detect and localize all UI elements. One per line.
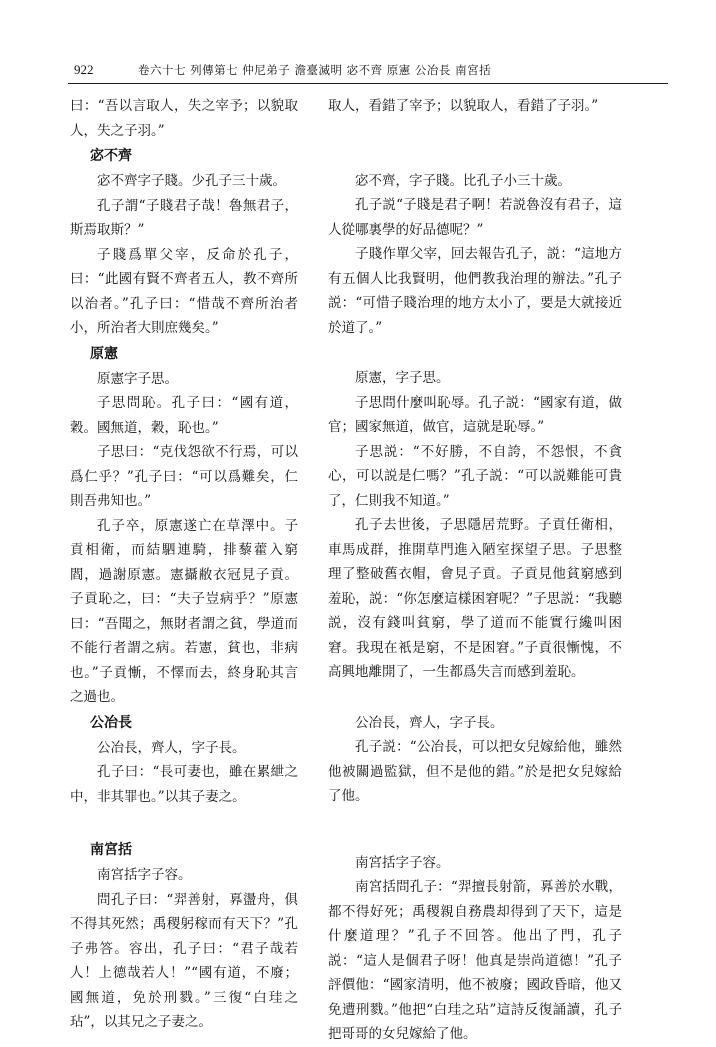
paragraph: 原憲字子思。 [97, 370, 178, 387]
paragraph: 曰：“吾以言取人，失之宰予；以貌取人，失之子羽。” [70, 98, 298, 139]
paragraph: 子思曰：“克伐怨欲不行焉，可以爲仁乎？”孔子曰：“可以爲難矣，仁則吾弗知也。” [70, 444, 298, 509]
paragraph: 孔子説“子賤是君子啊！若説魯沒有君子，這人從哪裏學的好品德呢？” [328, 197, 622, 238]
page-number: 922 [74, 62, 94, 77]
paragraph: 南宮括問孔子：“羿擅長射箭，奡善於水戰，都不得好死；禹稷親自務農却得到了天下，這是什麼道理？”孔子不回答。他出了門，孔子説：“這人是個君子呀！他真是崇尚道德！”孔子評價他：“國家清明，他不被廢；國政昏暗，他又免遭刑戮。”他把“白珪之玷”這詩反復誦讀，孔子把哥哥的女兒嫁給了他。 [328, 879, 622, 1042]
paragraph: 公冶長，齊人，字子長。 [355, 714, 504, 731]
section-heading: 宓不齊 [90, 148, 132, 164]
paragraph: 南宮括字子容。 [97, 867, 192, 883]
paragraph: 子思問恥。孔子曰：“國有道，穀。國無道，穀，恥也。” [70, 395, 298, 436]
paragraph: 原憲，字子思。 [355, 370, 450, 386]
section-heading: 公冶長 [90, 714, 132, 731]
paragraph: 孔子卒，原憲遂亡在草澤中。子貢相衛，而結駟連騎，排藜藿入窮閻，過謝原憲。憲攝敝衣冠見子貢。子貢恥之，曰：“夫子豈病乎？”原憲曰：“吾聞之，無財者謂之貧，學道而不能行者謂之病。若憲，貧也，非病也。”子貢慚，不懌而去，終身恥其言之過也。 [70, 517, 298, 705]
paragraph: 公冶長，齊人，字子長。 [97, 739, 246, 756]
paragraph: 宓不齊，字子賤。比孔子小三十歲。 [355, 172, 571, 189]
paragraph: 子思問什麼叫恥辱。孔子説：“國家有道，做官；國家無道，做官，這就是恥辱。” [328, 394, 622, 435]
paragraph: 子賤作單父宰，回去報告孔子，説：“這地方有五個人比我賢明，他們教我治理的辦法。”孔子説：“可惜子賤治理的地方太小了，要是大就接近於道了。” [328, 246, 622, 336]
translation-column [328, 94, 622, 1047]
paragraph: 孔子説：“公冶長，可以把女兒嫁給他，雖然他被關過監獄，但不是他的錯。”於是把女兒嫁給了他。 [328, 739, 622, 804]
paragraph: 問孔子曰：“羿善射，奡盪舟，俱不得其死然；禹稷躬稼而有天下？”孔子弗答。容出，孔子曰：“君子哉若人！上德哉若人！”“國有道，不廢；國無道，免於刑戮。”三復“白珪之玷”，以其兄之子妻之。 [70, 891, 298, 1030]
header-rule [68, 83, 668, 84]
running-title: 卷六十七 列傳第七 仲尼弟子 澹臺滅明 宓不齊 原憲 公冶長 南宮括 [138, 63, 492, 77]
paragraph: 取人，看錯了宰予；以貌取人，看錯了子羽。” [328, 98, 599, 114]
paragraph: 宓不齊字子賤。少孔子三十歲。 [97, 173, 286, 189]
classical-text-column [70, 94, 298, 1035]
section-heading: 原憲 [90, 345, 118, 362]
section-heading: 南宮括 [90, 842, 132, 858]
paragraph: 子賤爲單父宰，反命於孔子，曰：“此國有賢不齊者五人，教不齊所以治者。”孔子曰：“惜哉不齊所治者小，所治者大則庶幾矣。” [70, 246, 298, 336]
paragraph: 南宮括字子容。 [355, 854, 450, 871]
paragraph: 孔子謂“子賤君子哉！魯無君子，斯焉取斯？” [70, 197, 298, 238]
paragraph: 孔子去世後，子思隱居荒野。子貢任衛相，車馬成群，推開草門進入陋室探望子思。子思整理了整破舊衣帽，會見子貢。子貢見他貧窮感到羞恥，説：“你怎麼這樣困窘呢？”子思説：“我聽説，沒有錢叫貧窮，學了道而不能實行纔叫困窘。我現在衹是窮，不是困窘。”子貢很慚愧，不高興地離開了，一生都爲失言而感到羞恥。 [328, 517, 622, 680]
paragraph: 子思説：“不好勝，不自誇，不怨恨，不貪心，可以説是仁嗎？”孔子説：“可以説難能可貴了，仁則我不知道。” [328, 443, 622, 509]
paragraph: 孔子曰：“長可妻也，雖在累紲之中，非其罪也。”以其子妻之。 [70, 764, 298, 805]
